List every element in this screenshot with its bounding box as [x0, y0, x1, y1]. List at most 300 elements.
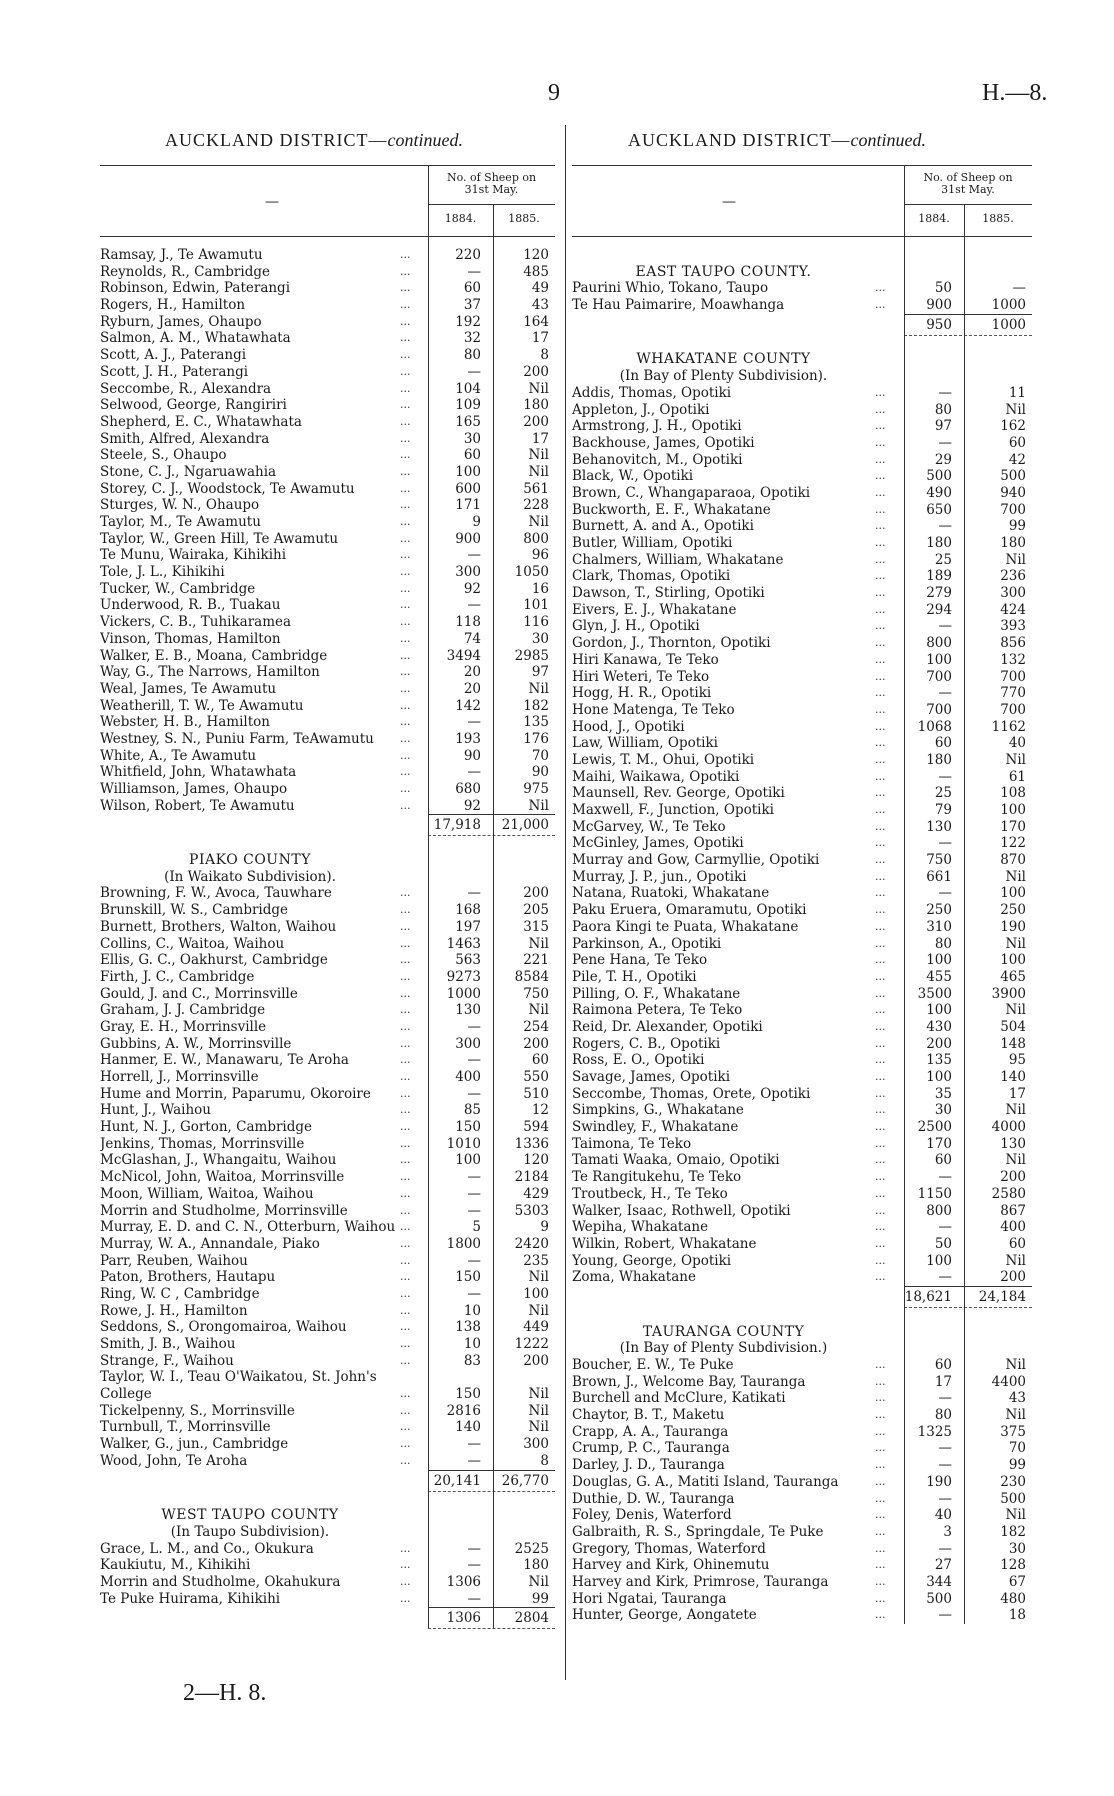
leader-dots: ...: [875, 719, 886, 733]
leader-dots: ...: [875, 281, 886, 295]
sheep-1884: 490: [926, 484, 952, 501]
sheep-1884: 500: [926, 468, 952, 485]
sheep-1884: —: [938, 768, 952, 785]
leader-dots: ...: [875, 1103, 886, 1117]
entry-name: Shepherd, E. C., Whatawhata: [100, 413, 302, 430]
sheep-1885: 465: [1000, 968, 1026, 985]
sheep-1884: 30: [463, 430, 481, 447]
sheep-1885: 180: [523, 397, 549, 414]
sheep-1885: 96: [531, 547, 549, 564]
table-row: [572, 1390, 1032, 1407]
leader-dots: ...: [400, 1387, 411, 1401]
sheep-1885: Nil: [528, 447, 549, 464]
column-rule: [493, 237, 494, 1628]
sheep-1884: 80: [934, 1407, 952, 1424]
sheep-1884: 150: [455, 1119, 481, 1136]
sheep-1884: 430: [926, 1018, 952, 1035]
sheep-1884: 150: [455, 1386, 481, 1403]
sheep-1884: 20: [463, 664, 481, 681]
table-row: [100, 314, 555, 331]
table-row: [572, 602, 1032, 619]
sheep-1884: 455: [926, 968, 952, 985]
entry-name: Hunt, N. J., Gorton, Cambridge: [100, 1119, 312, 1136]
sheep-1884: 1800: [446, 1235, 481, 1252]
table-row: [100, 1219, 555, 1236]
entry-name: Addis, Thomas, Opotiki: [572, 384, 732, 401]
sheep-1884: 100: [926, 1069, 952, 1085]
sheep-1885: Nil: [528, 514, 549, 530]
leader-dots: ...: [400, 1420, 411, 1434]
sheep-1885: Nil: [528, 1573, 549, 1590]
sheep-1885: 200: [523, 363, 549, 380]
entry-name: Paku Eruera, Omaramutu, Opotiki: [572, 902, 807, 919]
entry-name: Rowe, J. H., Hamilton: [100, 1302, 248, 1319]
leader-dots: ...: [400, 1036, 411, 1050]
sheep-1885: 8: [540, 347, 549, 364]
table-row: [572, 819, 1032, 836]
leader-dots: ...: [875, 869, 886, 883]
leader-dots: ...: [875, 903, 886, 917]
leader-dots: ...: [400, 464, 411, 478]
entry-name: Te Rangitukehu, Te Teko: [572, 1169, 742, 1186]
document-reference: H.—8.: [982, 80, 1048, 106]
leader-dots: ...: [875, 1574, 886, 1588]
table-row: [572, 1203, 1032, 1220]
entry-name: Browning, F. W., Avoca, Tauwhare: [100, 885, 332, 902]
sheep-1885: 97: [531, 664, 549, 681]
leader-dots: ...: [875, 536, 886, 549]
entry-name: Hume and Morrin, Paparumu, Okoroire: [100, 1085, 371, 1102]
sheep-1884: 1068: [917, 718, 952, 735]
leader-dots: ...: [875, 919, 886, 933]
header-year-1885: 1885.: [508, 212, 540, 225]
county-heading: PIAKO COUNTY: [189, 852, 311, 869]
sheep-1884: —: [467, 1540, 481, 1557]
total-underline: [428, 1491, 555, 1492]
entry-name: Maunsell, Rev. George, Opotiki: [572, 785, 785, 802]
table-row: [100, 952, 555, 969]
table-row: [572, 1086, 1032, 1103]
leader-dots: ...: [875, 936, 886, 950]
sheep-1884: 109: [455, 397, 481, 414]
leader-dots: ...: [400, 381, 411, 395]
sheep-1884: 563: [455, 952, 481, 969]
table-row: [572, 785, 1032, 802]
header-sheep-count: [904, 172, 1032, 196]
right-table-header: [572, 165, 1032, 237]
leader-dots: ...: [400, 1403, 411, 1417]
sheep-1884: 97: [934, 418, 952, 435]
sheep-1884: —: [938, 1457, 952, 1474]
leader-dots: ...: [400, 1558, 411, 1572]
entry-name: Law, William, Opotiki: [572, 735, 718, 752]
sheep-1884: 310: [926, 918, 952, 935]
table-row: [572, 1236, 1032, 1253]
entry-name: Pilling, O. F., Whakatane: [572, 985, 741, 1002]
leader-dots: ...: [875, 419, 886, 433]
entry-name: Parr, Reuben, Waihou: [100, 1252, 248, 1269]
sheep-1884: —: [938, 1169, 952, 1186]
leader-dots: ...: [400, 798, 411, 812]
sheep-1884: 74: [463, 630, 481, 647]
table-row: [100, 902, 555, 919]
table-row: [572, 802, 1032, 819]
sheep-1885: 170: [1000, 818, 1026, 835]
leader-dots: ...: [400, 1286, 411, 1300]
table-row: [100, 748, 555, 765]
table-row: [572, 1440, 1032, 1457]
sheep-1885: 200: [1000, 1169, 1026, 1186]
leader-dots: ...: [400, 1019, 411, 1033]
sheep-1884: —: [467, 363, 481, 380]
entry-name: Taimona, Te Teko: [572, 1135, 692, 1152]
table-row: [100, 1102, 555, 1119]
entry-name: Tickelpenny, S., Morrinsville: [100, 1402, 295, 1419]
leader-dots: ...: [875, 1070, 886, 1083]
sheep-1884: 100: [455, 1152, 481, 1169]
sheep-1884: —: [467, 714, 481, 731]
sheep-1884: —: [938, 1390, 952, 1407]
sheep-1885: 99: [1008, 1457, 1026, 1474]
sheep-1885: 43: [531, 297, 549, 314]
table-row: [100, 1591, 555, 1608]
sheep-1885: Nil: [1005, 1152, 1026, 1169]
sheep-1885: 8584: [514, 968, 549, 985]
sheep-1885: 122: [1000, 835, 1026, 852]
entry-name: Webster, H. B., Hamilton: [100, 714, 270, 731]
sheep-1884: 92: [463, 580, 481, 597]
entry-name: Raimona Petera, Te Teko: [572, 1002, 743, 1019]
sheep-1884: 3500: [917, 985, 952, 1002]
leader-dots: ...: [400, 481, 411, 495]
entry-name: Pene Hana, Te Teko: [572, 952, 708, 969]
table-row: [100, 698, 555, 715]
leader-dots: ...: [875, 402, 886, 416]
sheep-1885: —: [1012, 280, 1026, 297]
sheep-1885: 1222: [514, 1336, 549, 1352]
sheep-1885: 393: [1000, 618, 1026, 635]
sheep-1885: 235: [523, 1252, 549, 1269]
entry-name: Collins, C., Waitoa, Waihou: [100, 935, 285, 952]
subdivision-note: (In Taupo Subdivision).: [170, 1523, 330, 1540]
leader-dots: ...: [875, 769, 886, 783]
entry-name: Kaukiutu, M., Kihikihi: [100, 1557, 251, 1574]
sheep-1884: 100: [455, 463, 481, 480]
sheep-1885: 480: [1000, 1590, 1026, 1607]
sheep-1885: 116: [523, 614, 549, 631]
entry-name: Hood, J., Opotiki: [572, 718, 685, 735]
leader-dots: ...: [875, 1170, 886, 1184]
sheep-1885: 1162: [991, 718, 1026, 735]
sheep-1884: 180: [926, 535, 952, 551]
header-sheep-count: [428, 172, 555, 196]
sheep-1885: 200: [523, 413, 549, 430]
entry-name: White, A., Te Awamutu: [100, 747, 257, 764]
sheep-1884: 130: [926, 818, 952, 835]
sheep-1884: 130: [455, 1002, 481, 1019]
sheep-1885: 90: [531, 764, 549, 781]
sheep-1885: 100: [1000, 885, 1026, 902]
table-row: [100, 1036, 555, 1053]
sheep-1885: 205: [523, 902, 549, 919]
sheep-1884: —: [938, 1440, 952, 1457]
sheep-1885: Nil: [1005, 1357, 1026, 1373]
leader-dots: ...: [400, 531, 411, 545]
entry-name: Tucker, W., Cambridge: [100, 580, 256, 597]
left-table-body: [100, 237, 555, 1628]
total-1885: 26,770: [501, 1472, 549, 1489]
entry-name: Lewis, T. M., Ohui, Opotiki: [572, 751, 755, 768]
entry-name: Selwood, George, Rangiriri: [100, 397, 287, 414]
entry-name: Simpkins, G., Whakatane: [572, 1102, 744, 1119]
leader-dots: ...: [400, 886, 411, 900]
leader-dots: ...: [875, 1408, 886, 1422]
leader-dots: ...: [400, 331, 411, 345]
leader-dots: ...: [400, 1103, 411, 1117]
sheep-1885: 120: [523, 1152, 549, 1169]
spacer: [100, 835, 555, 852]
sheep-1885: 1050: [514, 564, 549, 581]
leader-dots: ...: [400, 298, 411, 312]
entry-name: Jenkins, Thomas, Morrinsville: [100, 1135, 305, 1152]
sheep-1884: —: [467, 263, 481, 280]
entry-name: Scott, J. H., Paterangi: [100, 363, 249, 380]
entry-name: Underwood, R. B., Tuakau: [100, 597, 281, 614]
sheep-1884: 135: [926, 1052, 952, 1069]
entry-name: Parkinson, A., Opotiki: [572, 935, 722, 952]
right-column-title: AUCKLAND DISTRICT—continued.: [628, 130, 926, 150]
entry-name: Hunt, J., Waihou: [100, 1102, 211, 1119]
sheep-1884: 220: [455, 247, 481, 263]
entry-name: Darley, J. D., Tauranga: [572, 1457, 725, 1474]
sheep-1885: 17: [531, 430, 549, 447]
table-row: [572, 535, 1032, 552]
table-row: [100, 1303, 555, 1320]
sheep-1885: 135: [523, 714, 549, 731]
header-date: 31st May.: [941, 183, 995, 196]
table-row: [572, 685, 1032, 702]
total-1884: 18,621: [904, 1288, 952, 1305]
leader-dots: ...: [400, 364, 411, 378]
table-row: [572, 385, 1032, 402]
sheep-1885: 70: [1008, 1440, 1026, 1457]
entry-name: Gould, J. and C., Morrinsville: [100, 985, 298, 1002]
entry-name: Burchell and McClure, Katikati: [572, 1390, 786, 1407]
entry-name: Horrell, J., Morrinsville: [100, 1069, 259, 1085]
entry-name: Ramsay, J., Te Awamutu: [100, 247, 263, 263]
leader-dots: ...: [400, 681, 411, 695]
entry-name: Robinson, Edwin, Paterangi: [100, 280, 291, 297]
total-1884: 1306: [446, 1610, 481, 1627]
table-row: [572, 769, 1032, 786]
total-1885: 2804: [514, 1610, 549, 1627]
sheep-1884: 190: [926, 1473, 952, 1490]
sheep-1884: 193: [455, 730, 481, 747]
table-row: [572, 1219, 1032, 1236]
entry-name: Wood, John, Te Aroha: [100, 1452, 248, 1469]
sheep-1885: Nil: [528, 380, 549, 397]
sheep-1884: 60: [934, 1152, 952, 1169]
total-1885: 1000: [991, 316, 1026, 333]
leader-dots: ...: [400, 665, 411, 679]
sheep-1885: 132: [1000, 651, 1026, 668]
subdivision-note: (In Bay of Plenty Subdivision.): [619, 1340, 828, 1357]
leader-dots: ...: [875, 1220, 886, 1234]
leader-dots: ...: [400, 1153, 411, 1167]
sheep-1885: 17: [1008, 1085, 1026, 1102]
entry-name: Foley, Denis, Waterford: [572, 1507, 732, 1524]
table-row: [572, 652, 1032, 669]
sheep-1885: 95: [1008, 1052, 1026, 1069]
sheep-1884: 25: [934, 785, 952, 802]
entry-name: Stone, C. J., Ngaruawahia: [100, 463, 277, 480]
entry-name: Hanmer, E. W., Manawaru, Te Aroha: [100, 1052, 349, 1069]
table-row: [572, 297, 1032, 314]
table-row: [572, 702, 1032, 719]
table-row: [572, 585, 1032, 602]
table-row: [100, 1386, 555, 1403]
leader-dots: ...: [400, 953, 411, 967]
total-underline: [904, 1307, 1032, 1308]
sheep-1884: —: [467, 1202, 481, 1219]
sheep-1884: —: [938, 1269, 952, 1286]
entry-name: Taylor, W. I., Teau O'Waikatou, St. John's: [100, 1369, 377, 1386]
sheep-1885: 250: [1000, 902, 1026, 919]
sheep-1884: —: [938, 434, 952, 451]
table-row: [572, 919, 1032, 936]
entry-name: Firth, J. C., Cambridge: [100, 968, 255, 985]
leader-dots: ...: [400, 431, 411, 445]
leader-dots: ...: [400, 264, 411, 278]
sheep-1885: 99: [531, 1590, 549, 1607]
table-row: [572, 468, 1032, 485]
leader-dots: ...: [875, 1608, 886, 1622]
header-year-1884: 1884.: [444, 212, 477, 225]
sheep-1884: 500: [926, 1590, 952, 1607]
county-heading: WEST TAUPO COUNTY: [161, 1507, 339, 1524]
leader-dots: ...: [875, 519, 886, 533]
sheep-1885: 60: [531, 1052, 549, 1069]
sheep-1884: 40: [934, 1507, 952, 1524]
table-row: [100, 497, 555, 514]
table-row: [572, 1557, 1032, 1574]
table-row: [100, 1369, 555, 1386]
leader-dots: ...: [875, 1358, 886, 1371]
sheep-1884: 800: [926, 635, 952, 652]
total-underline: [428, 835, 555, 836]
leader-dots: ...: [875, 1458, 886, 1472]
entry-name: Ellis, G. C., Oakhurst, Cambridge: [100, 952, 328, 969]
sheep-1885: 2420: [514, 1235, 549, 1252]
sheep-1884: —: [467, 1169, 481, 1186]
leader-dots: ...: [400, 698, 411, 712]
table-row: [572, 568, 1032, 585]
table-row: [572, 952, 1032, 969]
table-row: [100, 614, 555, 631]
sheep-1884: —: [467, 1436, 481, 1453]
sheep-1884: 100: [926, 952, 952, 969]
table-row: [100, 1319, 555, 1336]
leader-dots: ...: [400, 1437, 411, 1451]
sheep-1885: 700: [1000, 501, 1026, 518]
table-row: [100, 1403, 555, 1420]
sheep-1884: 1150: [917, 1185, 952, 1202]
leader-dots: ...: [400, 1170, 411, 1184]
table-row: [572, 735, 1032, 752]
entry-name: Maxwell, F., Junction, Opotiki: [572, 802, 774, 818]
table-row: [100, 297, 555, 314]
total-1884: 20,141: [433, 1472, 481, 1489]
leader-dots: ...: [875, 1153, 886, 1167]
sheep-1884: 100: [926, 1002, 952, 1019]
table-row: [100, 347, 555, 364]
header-date: 31st May.: [464, 183, 519, 196]
entry-name: Hiri Kanawa, Te Teko: [572, 651, 719, 668]
table-row: [100, 581, 555, 598]
leader-dots: ...: [875, 1036, 886, 1050]
sheep-1885: 120: [523, 247, 549, 263]
sheep-1885: 561: [523, 480, 549, 497]
sheep-1885: 254: [523, 1018, 549, 1035]
county-total-row: [904, 314, 1032, 335]
entry-name: Taylor, M., Te Awamutu: [100, 514, 261, 530]
entry-name: Dawson, T., Stirling, Opotiki: [572, 585, 765, 602]
leader-dots: ...: [400, 936, 411, 950]
table-row: [100, 1419, 555, 1436]
sheep-1885: Nil: [528, 1002, 549, 1019]
leader-dots: ...: [400, 903, 411, 917]
sheep-1884: 1306: [446, 1573, 481, 1590]
leader-dots: ...: [875, 1591, 886, 1605]
sheep-1884: 650: [926, 501, 952, 518]
sheep-1885: 128: [1000, 1557, 1026, 1574]
leader-dots: ...: [875, 652, 886, 666]
sheep-1885: 18: [1008, 1607, 1026, 1624]
total-underline: [428, 1628, 555, 1629]
leader-dots: ...: [400, 1070, 411, 1083]
entry-name: Weal, James, Te Awamutu: [100, 680, 277, 697]
table-row: [100, 1574, 555, 1591]
entry-name: Pile, T. H., Opotiki: [572, 968, 697, 985]
sheep-1885: 975: [523, 781, 549, 797]
leader-dots: ...: [400, 1236, 411, 1250]
sheep-1884: 30: [934, 1102, 952, 1119]
sheep-1884: —: [938, 1490, 952, 1507]
entry-name: Turnbull, T., Morrinsville: [100, 1419, 271, 1436]
leader-dots: ...: [400, 565, 411, 579]
leader-dots: ...: [875, 1558, 886, 1572]
entry-name: Boucher, E. W., Te Puke: [572, 1357, 734, 1373]
header-rule: [904, 204, 1032, 205]
sheep-1884: 32: [463, 330, 481, 347]
table-row: [100, 414, 555, 431]
table-row: [572, 1269, 1032, 1286]
sheep-1885: Nil: [1005, 1102, 1026, 1119]
leader-dots: ...: [400, 1203, 411, 1217]
entry-name: Young, George, Opotiki: [572, 1252, 732, 1269]
entry-name: Seccombe, R., Alexandra: [100, 380, 272, 397]
sheep-1884: 400: [455, 1069, 481, 1085]
page-number: 9: [548, 80, 560, 106]
sheep-1885: 870: [1000, 852, 1026, 869]
sheep-1885: 200: [523, 885, 549, 902]
leader-dots: ...: [875, 1136, 886, 1150]
table-row: [100, 1436, 555, 1453]
entry-name: Ross, E. O., Opotiki: [572, 1052, 705, 1069]
entry-name: McNicol, John, Waitoa, Morrinsville: [100, 1169, 345, 1186]
sheep-1885: Nil: [528, 1386, 549, 1403]
leader-dots: ...: [400, 598, 411, 612]
